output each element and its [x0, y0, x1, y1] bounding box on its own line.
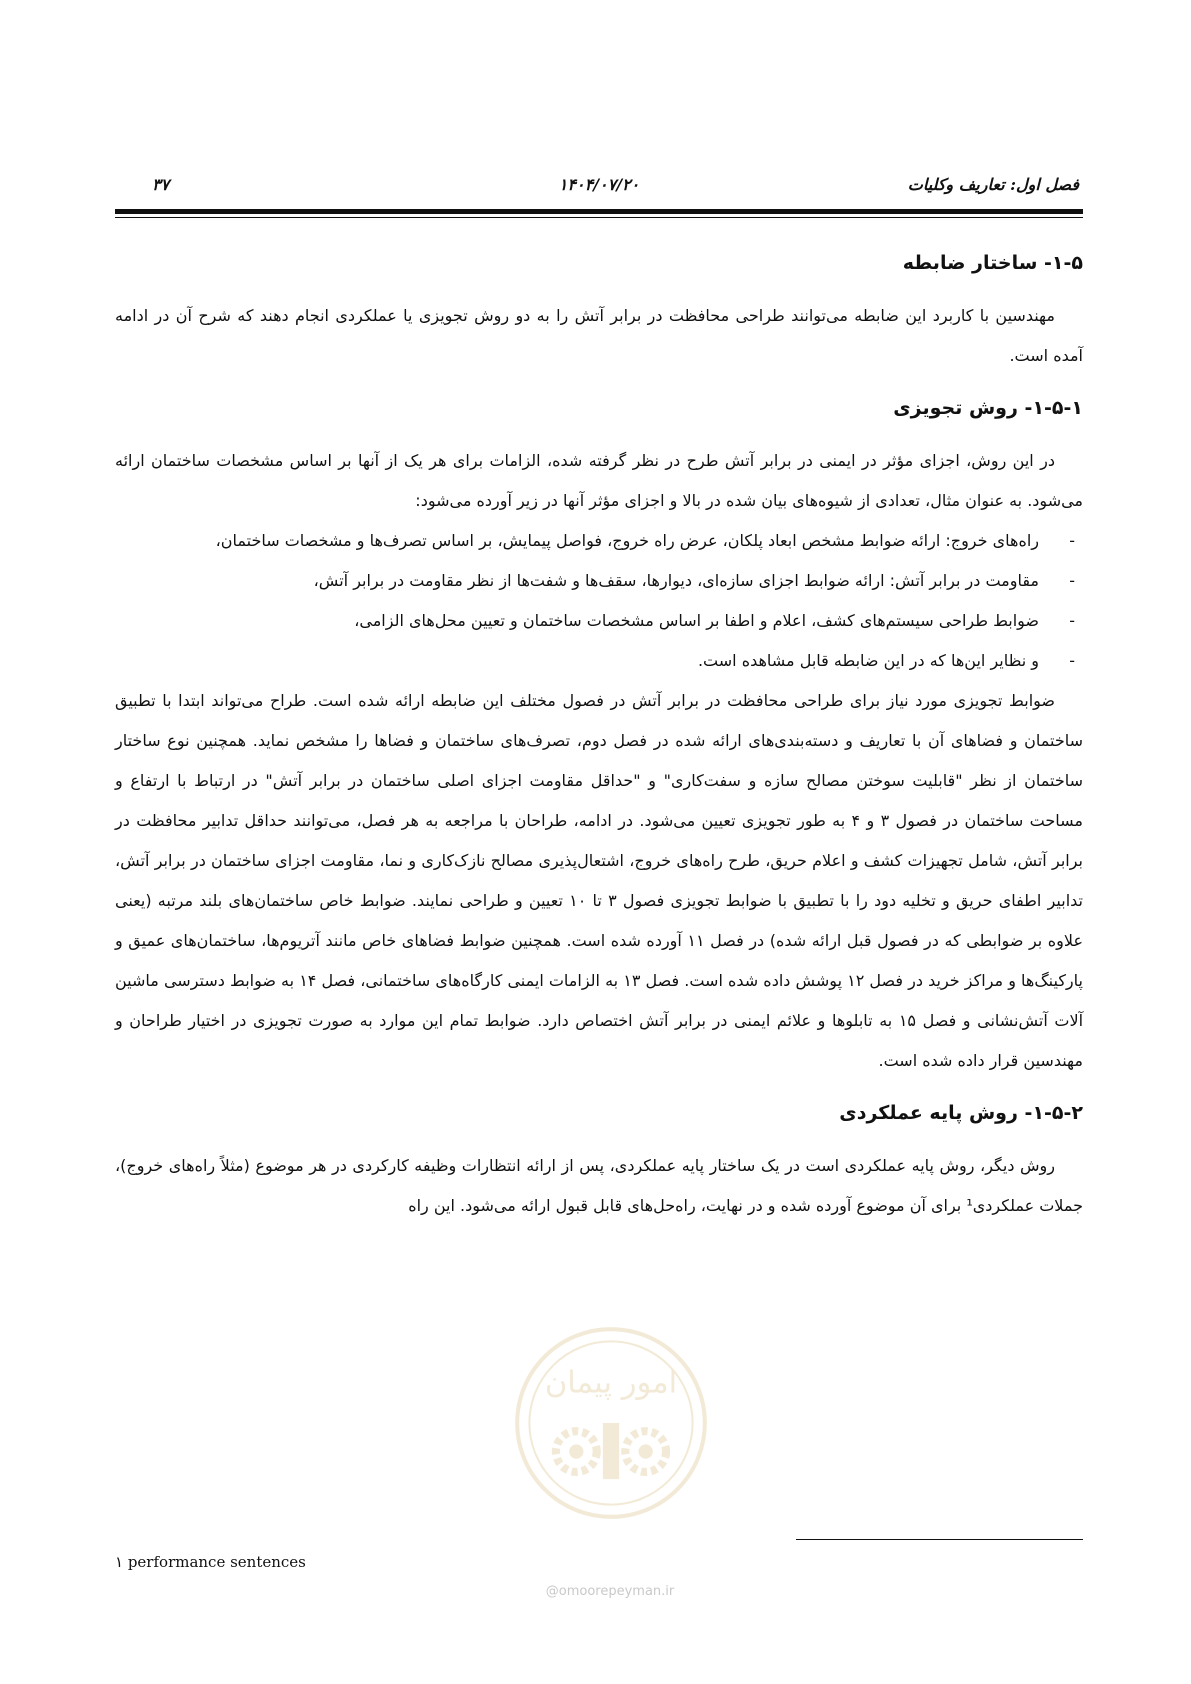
svg-text:امور پیمان: امور پیمان — [544, 1365, 678, 1401]
section-heading-performance: ۱-۵-۲- روش پایه عملکردی — [839, 1102, 1083, 1124]
prescriptive-bullet-list — [115, 521, 1083, 681]
header-rule-thin — [115, 217, 1083, 218]
bullet-dash: - — [1069, 651, 1075, 670]
list-item — [115, 521, 1083, 561]
watermark-logo-icon — [509, 1321, 713, 1525]
bullet-dash: - — [1069, 531, 1075, 550]
paragraph-structure: مهندسین با کاربرد این ضابطه می‌توانند طراحی محافظت در برابر آتش را به دو روش تجویزی یا عملکردی انجام دهند که شرح آن در ادامه آمده است. — [115, 306, 1083, 365]
page-body — [115, 243, 1083, 1226]
header-rule-thick — [115, 209, 1083, 214]
footnote: ١ performance sentences — [115, 1553, 306, 1571]
list-item — [115, 561, 1083, 601]
paragraph-performance: روش دیگر، روش پایه عملکردی است در یک ساختار پایه عملکردی، پس از ارائه انتظارات وظیفه کارکردی در هر موضوع (مثلاً راه‌های خروج)، جملات عملکردی¹ برای آن موضوع آورده شده و در نهایت، راه‌حل‌های قابل قبول ارائه می‌شود. این راه — [115, 1156, 1083, 1215]
list-item — [115, 601, 1083, 641]
paragraph-prescriptive-intro: در این روش، اجزای مؤثر در ایمنی در برابر آتش طرح در نظر گرفته شده، الزامات برای هر یک از آنها بر اساس مشخصات ساختمان ارائه می‌شود. به عنوان مثال، تعدادی از شیوه‌های بیان شده در بالا و اجزای مؤثر آنها در زیر آورده می‌شود: — [115, 451, 1083, 510]
paragraph-prescriptive-body: ضوابط تجویزی مورد نیاز برای طراحی محافظت در برابر آتش در فصول مختلف این ضابطه ارائه شده است. طراح می‌تواند ابتدا با تطبیق ساختمان و فضاهای آن با تعاریف و دسته‌بندی‌های ارائه شده در فصل دوم، تصرف‌های ساختمان و فضاها را مشخص نماید. همچنین نوع ساختار ساختمان از نظر "قابلیت سوختن مصالح سازه و سفت‌کاری" و "حداقل مقاومت اجزای اصلی ساختمان در برابر آتش" در ارتباط با ارتفاع و مساحت ساختمان در فصول ۳ و ۴ به طور تجویزی تعیین می‌شود. در ادامه، طراحان با مراجعه به هر فصل، می‌توانند حداقل تدابیر محافظت در برابر آتش، شامل تجهیزات کشف و اعلام حریق، طرح راه‌های خروج، اشتعال‌پذیری مصالح نازک‌کاری و نما، مقاومت اجزای ساختمان در برابر آتش، تدابیر اطفای حریق و تخلیه دود را با تطبیق با ضوابط تجویزی فصول ۳ تا ۱۰ تعیین و طراحی نمایند. ضوابط خاص ساختمان‌های بلند مرتبه (یعنی علاوه بر ضوابطی که در فصول قبل ارائه شده) در فصل ۱۱ آورده شده است. همچنین ضوابط فضاهای خاص مانند آتریوم‌ها، ساختمان‌های عمیق و پارکینگ‌ها و مراکز خرید در فصل ۱۲ پوشش داده شده است. فصل ۱۳ به الزامات ایمنی کارگاه‌های ساختمانی، فصل ۱۴ به ضوابط دسترسی ماشین آلات آتش‌نشانی و فصل ۱۵ به تابلوها و علائم ایمنی در برابر آتش اختصاص دارد. ضوابط تمام این موارد به صورت تجویزی در اختیار طراحان و مهندسین قرار داده شده است. — [115, 691, 1084, 1070]
header-chapter-title: فصل اول: تعاریف وکلیات — [907, 175, 1079, 194]
header-page-number: ۳۷ — [152, 175, 170, 194]
list-item-text: و نظایر این‌ها که در این ضابطه قابل مشاهده است. — [697, 651, 1039, 670]
header-date: ۱۴۰۴/۰۷/۲۰ — [558, 175, 640, 194]
footnote-rule — [796, 1539, 1083, 1540]
list-item-text: راه‌های خروج: ارائه ضوابط مشخص ابعاد پلکان، عرض راه خروج، فواصل پیمایش، بر اساس تصرف‌ها و مشخصات ساختمان، — [215, 531, 1039, 550]
list-item-text: ضوابط طراحی سیستم‌های کشف، اعلام و اطفا بر اساس مشخصات ساختمان و تعیین محل‌های الزامی، — [354, 611, 1039, 630]
list-item — [115, 641, 1083, 681]
list-item-text: مقاومت در برابر آتش: ارائه ضوابط اجزای سازه‌ای، دیوارها، سقف‌ها و شفت‌ها از نظر مقاومت در برابر آتش، — [313, 571, 1039, 590]
section-heading-structure: ۱-۵- ساختار ضابطه — [902, 252, 1083, 274]
bullet-dash: - — [1069, 611, 1075, 630]
bullet-dash: - — [1069, 571, 1075, 590]
running-header — [115, 175, 1083, 205]
watermark-url: @omoorepeyman.ir — [545, 1584, 675, 1599]
section-heading-prescriptive: ۱-۵-۱- روش تجویزی — [893, 397, 1083, 419]
